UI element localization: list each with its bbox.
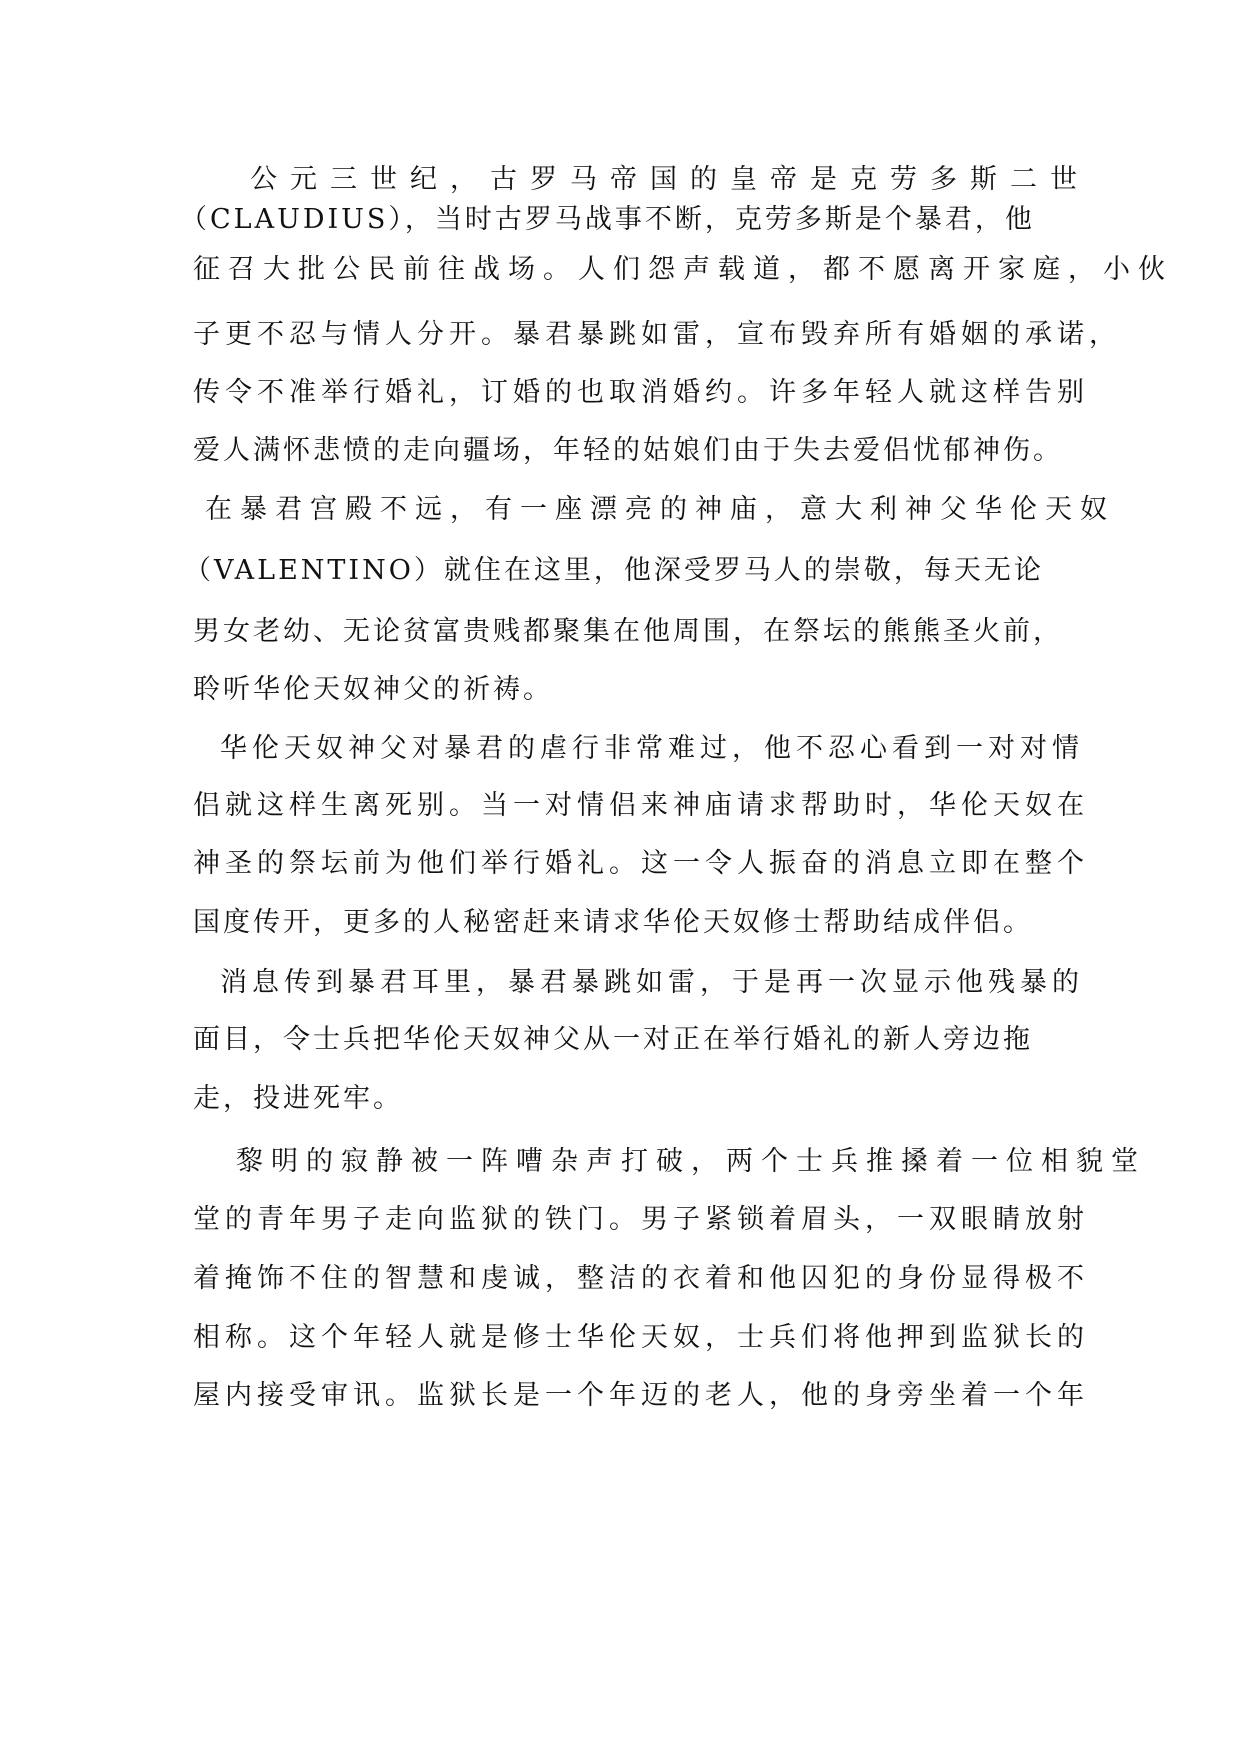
text-line: 聆听华伦天奴神父的祈祷。 bbox=[193, 674, 553, 705]
text-line: 消息传到暴君耳里，暴君暴跳如雷，于是再一次显示他残暴的 bbox=[220, 967, 1084, 998]
text-line: 着掩饰不住的智慧和虔诚，整洁的衣着和他囚犯的身份显得极不 bbox=[193, 1263, 1089, 1294]
text-line: 在暴君宫殿不远，有一座漂亮的神庙，意大利神父华伦天奴 bbox=[205, 494, 1115, 525]
text-line: 华伦天奴神父对暴君的虐行非常难过，他不忍心看到一对对情 bbox=[220, 733, 1084, 764]
text-line: 面目，令士兵把华伦天奴神父从一对正在举行婚礼的新人旁边拖 bbox=[193, 1024, 1033, 1055]
text-line: 相称。这个年轻人就是修士华伦天奴，士兵们将他押到监狱长的 bbox=[193, 1322, 1089, 1353]
text-line: 传令不准举行婚礼，订婚的也取消婚约。许多年轻人就这样告别 bbox=[193, 377, 1089, 408]
text-line: 男女老幼、无论贫富贵贱都聚集在他周围，在祭坛的熊熊圣火前， bbox=[193, 616, 1063, 647]
text-line: 走，投进死牢。 bbox=[193, 1083, 403, 1114]
text-line: （CLAUDIUS），当时古罗马战事不断，克劳多斯是个暴君，他 bbox=[180, 204, 1035, 235]
text-line: 征召大批公民前往战场。人们怨声载道，都不愿离开家庭，小伙 bbox=[193, 254, 1173, 285]
text-line: 神圣的祭坛前为他们举行婚礼。这一令人振奋的消息立即在整个 bbox=[193, 848, 1089, 879]
text-line: 子更不忍与情人分开。暴君暴跳如雷，宣布毁弃所有婚姻的承诺， bbox=[193, 319, 1121, 350]
text-line: 国度传开，更多的人秘密赶来请求华伦天奴修士帮助结成伴侣。 bbox=[193, 907, 1033, 938]
text-line: 屋内接受审讯。监狱长是一个年迈的老人，他的身旁坐着一个年 bbox=[193, 1380, 1089, 1411]
text-line: 公元三世纪，古罗马帝国的皇帝是克劳多斯二世 bbox=[250, 164, 1090, 195]
text-line: （VALENTINO）就住在这里，他深受罗马人的崇敬，每天无论 bbox=[184, 555, 1044, 586]
text-line: 爱人满怀悲愤的走向疆场，年轻的姑娘们由于失去爱侣忧郁神伤。 bbox=[193, 435, 1063, 466]
text-line: 侣就这样生离死别。当一对情侣来神庙请求帮助时，华伦天奴在 bbox=[193, 790, 1089, 821]
text-line: 堂的青年男子走向监狱的铁门。男子紧锁着眉头，一双眼睛放射 bbox=[193, 1204, 1089, 1235]
text-line: 黎明的寂静被一阵嘈杂声打破，两个士兵推搡着一位相貌堂 bbox=[236, 1146, 1146, 1177]
